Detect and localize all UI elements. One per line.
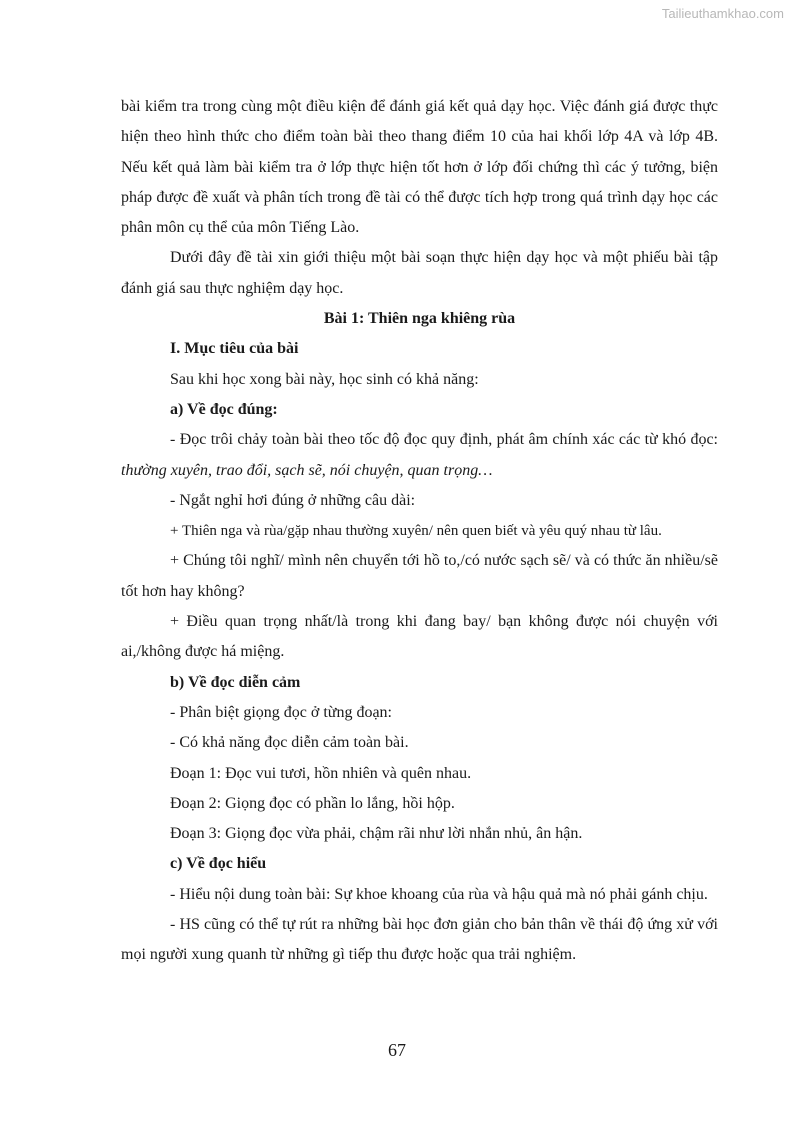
- document-page: [121, 92, 718, 971]
- sub-c-heading: c) Về đọc hiểu: [170, 855, 267, 873]
- sub-b-para-2: Đoạn 2: Giọng đọc có phần lo lắng, hồi hộp.: [170, 794, 455, 812]
- sub-c-item-1: - Hiểu nội dung toàn bài: Sự khoe khoang của rùa và hậu quả mà nó phải gánh chịu.: [170, 885, 708, 903]
- sub-b-item-1: - Phân biệt giọng đọc ở từng đoạn:: [170, 703, 392, 721]
- intro-paragraph-2: Dưới đây đề tài xin giới thiệu một bài soạn thực hiện dạy học và một phiếu bài tập đánh giá sau thực nghiệm dạy học.: [121, 249, 718, 297]
- sub-c-item-2: - HS cũng có thể tự rút ra những bài học đơn giản cho bản thân về thái độ ứng xử với mọi người xung quanh từ những gì tiếp thu được hoặc qua trải nghiệm.: [121, 916, 718, 964]
- sub-a-example-1: + Thiên nga và rùa/gặp nhau thường xuyên/ nên quen biết và yêu quý nhau từ lâu.: [170, 523, 662, 540]
- sub-a-item-1-prefix: - Đọc trôi chảy toàn bài theo tốc độ đọc quy định, phát âm chính xác các từ khó đọc:: [170, 431, 718, 449]
- section-1-heading: I. Mục tiêu của bài: [170, 340, 299, 358]
- sub-a-example-2: + Chúng tôi nghĩ/ mình nên chuyển tới hồ to,/có nước sạch sẽ/ và có thức ăn nhiều/sẽ tốt hơn hay không?: [121, 552, 718, 600]
- lesson-title: Bài 1: Thiên nga khiêng rùa: [323, 310, 516, 328]
- sub-b-item-2: - Có khả năng đọc diễn cảm toàn bài.: [170, 734, 409, 752]
- sub-b-para-1: Đoạn 1: Đọc vui tươi, hồn nhiên và quên nhau.: [170, 764, 472, 782]
- sub-b-para-3: Đoạn 3: Giọng đọc vừa phải, chậm rãi như lời nhắn nhủ, ân hận.: [170, 825, 583, 843]
- sub-a-example-3: + Điều quan trọng nhất/là trong khi đang bay/ bạn không được nói chuyện với ai,/không được há miệng.: [121, 613, 718, 661]
- difficult-words: thường xuyên, trao đổi, sạch sẽ, nói chuyện, quan trọng…: [121, 461, 493, 479]
- page-number: 67: [388, 1040, 406, 1060]
- sub-a-heading: a) Về đọc đúng:: [170, 400, 278, 418]
- sub-a-item-2: - Ngắt nghỉ hơi đúng ở những câu dài:: [170, 491, 416, 509]
- intro-paragraph: bài kiểm tra trong cùng một điều kiện để đánh giá kết quả dạy học. Việc đánh giá được thực hiện theo hình thức cho điểm toàn bài theo thang điểm 10 của hai khối lớp 4A và lớp 4B. Nếu kết quả làm bài kiểm tra ở lớp thực hiện tốt hơn ở lớp đối chứng thì các ý tưởng, biện pháp được đề xuất và phân tích trong đề tài có thể được tích hợp trong quá trình dạy học các phân môn cụ thể của môn Tiếng Lào.: [121, 98, 718, 237]
- watermark: Tailieuthamkhao.com: [661, 6, 784, 21]
- sub-a-item-1: [121, 425, 718, 486]
- section-1-lead: Sau khi học xong bài này, học sinh có khả năng:: [170, 370, 479, 388]
- sub-b-heading: b) Về đọc diễn cảm: [170, 673, 301, 691]
